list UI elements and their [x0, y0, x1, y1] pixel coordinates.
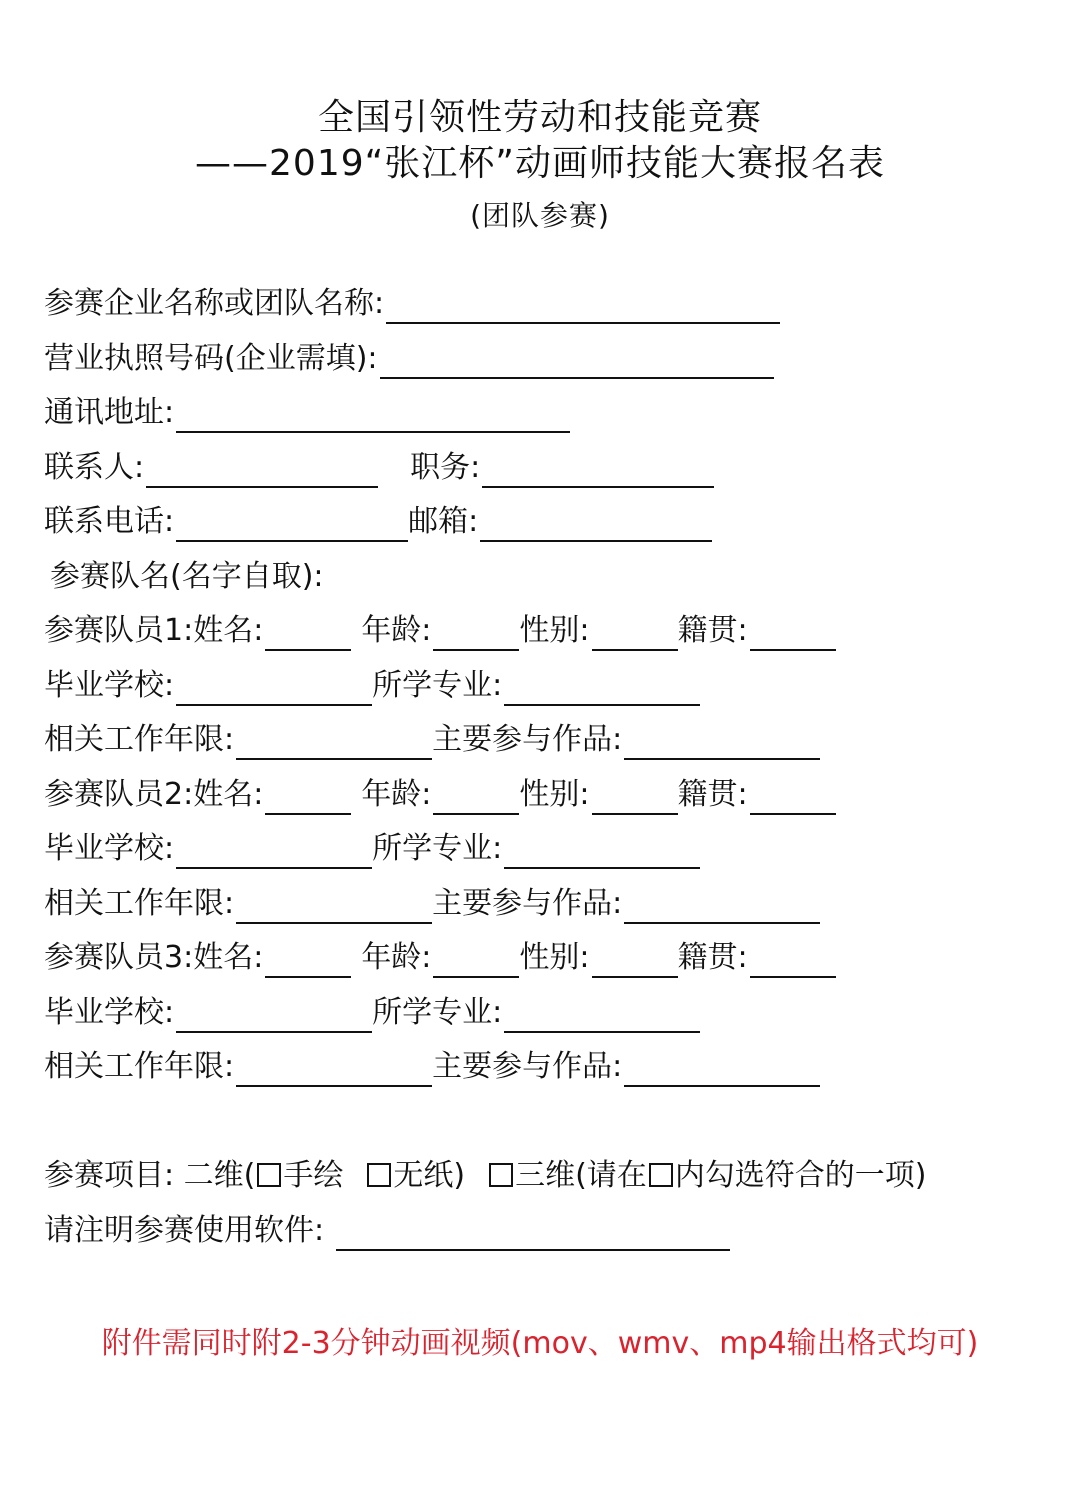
member-1-gender-field[interactable] [592, 617, 678, 651]
form-title-line1: 全国引领性劳动和技能竞赛 [317, 97, 762, 138]
checkbox-symbol-icon [649, 1163, 673, 1187]
member-2-gender-label: 性别: [519, 777, 590, 812]
member-3-major-field[interactable] [504, 999, 700, 1033]
member-1-age-field[interactable] [433, 617, 519, 651]
member-1-major-field[interactable] [504, 672, 700, 706]
member-2-major-label: 所学专业: [372, 831, 503, 866]
project-row [44, 1156, 927, 1196]
position-label: 职务: [410, 450, 481, 485]
member-3-school-field[interactable] [176, 999, 372, 1033]
member-3-major-label: 所学专业: [372, 995, 503, 1030]
license-label: 营业执照号码(企业需填): [44, 341, 378, 376]
3d-checkbox[interactable] [489, 1163, 513, 1187]
member-2-origin-field[interactable] [750, 781, 836, 815]
address-label: 通讯地址: [44, 395, 175, 430]
team-name-row [50, 557, 324, 597]
position-field[interactable] [482, 454, 714, 488]
member-1-gender-label: 性别: [519, 613, 590, 648]
team-name-label: 参赛队名(名字自取): [50, 559, 324, 594]
member-1-age-label: 年龄: [361, 613, 432, 648]
company-name-field[interactable] [386, 290, 780, 324]
member-2-years-field[interactable] [236, 890, 432, 924]
member-1-works-label: 主要参与作品: [432, 722, 623, 757]
member-1-major-label: 所学专业: [372, 668, 503, 703]
member-3-age-label: 年龄: [361, 940, 432, 975]
member-2-major-field[interactable] [504, 835, 700, 869]
member-1-basic-row [44, 611, 836, 651]
member-1-school-label: 毕业学校: [44, 668, 175, 703]
member-2-name-field[interactable] [265, 781, 351, 815]
member-1-years-label: 相关工作年限: [44, 722, 235, 757]
member-1-name-field[interactable] [265, 617, 351, 651]
license-field[interactable] [380, 345, 774, 379]
member-2-gender-field[interactable] [592, 781, 678, 815]
contact-row [44, 448, 714, 488]
phone-label: 联系电话: [44, 504, 175, 539]
member-3-works-label: 主要参与作品: [432, 1049, 623, 1084]
contact-label: 联系人: [44, 450, 145, 485]
software-label: 请注明参赛使用软件: [44, 1213, 325, 1248]
member-3-origin-label: 籍贯: [677, 940, 748, 975]
member-1-works-field[interactable] [624, 726, 820, 760]
member-3-basic-row [44, 938, 836, 978]
member-2-age-field[interactable] [433, 781, 519, 815]
hand-drawn-checkbox[interactable] [257, 1163, 281, 1187]
company-name-row [44, 284, 780, 324]
member-3-origin-field[interactable] [750, 944, 836, 978]
member-2-origin-label: 籍贯: [677, 777, 748, 812]
company-name-label: 参赛企业名称或团队名称: [44, 286, 385, 321]
member-1-years-field[interactable] [236, 726, 432, 760]
phone-row [44, 502, 712, 542]
email-label: 邮箱: [408, 504, 479, 539]
member-2-name-label: 姓名: [193, 777, 264, 812]
member-2-works-label: 主要参与作品: [432, 886, 623, 921]
phone-field[interactable] [176, 508, 408, 542]
member-1-origin-field[interactable] [750, 617, 836, 651]
paperless-checkbox[interactable] [367, 1163, 391, 1187]
member-1-label: 参赛队员1: [44, 613, 194, 648]
member-3-works-field[interactable] [624, 1053, 820, 1087]
attachment-notice: 附件需同时附2-3分钟动画视频(mov、wmv、mp4输出格式均可) [101, 1326, 979, 1361]
project-label: 参赛项目: [44, 1158, 175, 1193]
instruction-end: 内勾选符合的一项) [674, 1158, 927, 1193]
software-field[interactable] [336, 1217, 730, 1251]
member-2-school-row [44, 829, 700, 869]
member-3-years-label: 相关工作年限: [44, 1049, 235, 1084]
address-row [44, 393, 570, 433]
member-2-works-field[interactable] [624, 890, 820, 924]
member-3-school-row [44, 993, 700, 1033]
member-2-experience-row [44, 884, 820, 924]
member-2-school-field[interactable] [176, 835, 372, 869]
address-field[interactable] [176, 399, 570, 433]
member-3-gender-field[interactable] [592, 944, 678, 978]
contact-field[interactable] [146, 454, 378, 488]
member-1-name-label: 姓名: [193, 613, 264, 648]
member-3-gender-label: 性别: [519, 940, 590, 975]
member-1-origin-label: 籍贯: [677, 613, 748, 648]
form-subtitle: (团队参赛) [470, 199, 610, 232]
project-2d-label: 二维( [183, 1158, 256, 1193]
member-3-years-field[interactable] [236, 1053, 432, 1087]
member-2-label: 参赛队员2: [44, 777, 194, 812]
member-3-age-field[interactable] [433, 944, 519, 978]
member-3-label: 参赛队员3: [44, 940, 194, 975]
member-1-experience-row [44, 720, 820, 760]
member-1-school-row [44, 666, 700, 706]
member-3-school-label: 毕业学校: [44, 995, 175, 1030]
member-3-name-label: 姓名: [193, 940, 264, 975]
license-row [44, 339, 774, 379]
form-title-line2: ——2019“张江杯”动画师技能大赛报名表 [195, 143, 885, 184]
member-2-school-label: 毕业学校: [44, 831, 175, 866]
paperless-label: 无纸) [393, 1158, 466, 1193]
member-2-age-label: 年龄: [361, 777, 432, 812]
hand-drawn-label: 手绘 [283, 1158, 344, 1193]
member-2-years-label: 相关工作年限: [44, 886, 235, 921]
project-3d-label: 三维(请在 [515, 1158, 647, 1193]
software-row [44, 1211, 730, 1251]
member-1-school-field[interactable] [176, 672, 372, 706]
member-2-basic-row [44, 775, 836, 815]
member-3-name-field[interactable] [265, 944, 351, 978]
member-3-experience-row [44, 1047, 820, 1087]
email-field[interactable] [480, 508, 712, 542]
